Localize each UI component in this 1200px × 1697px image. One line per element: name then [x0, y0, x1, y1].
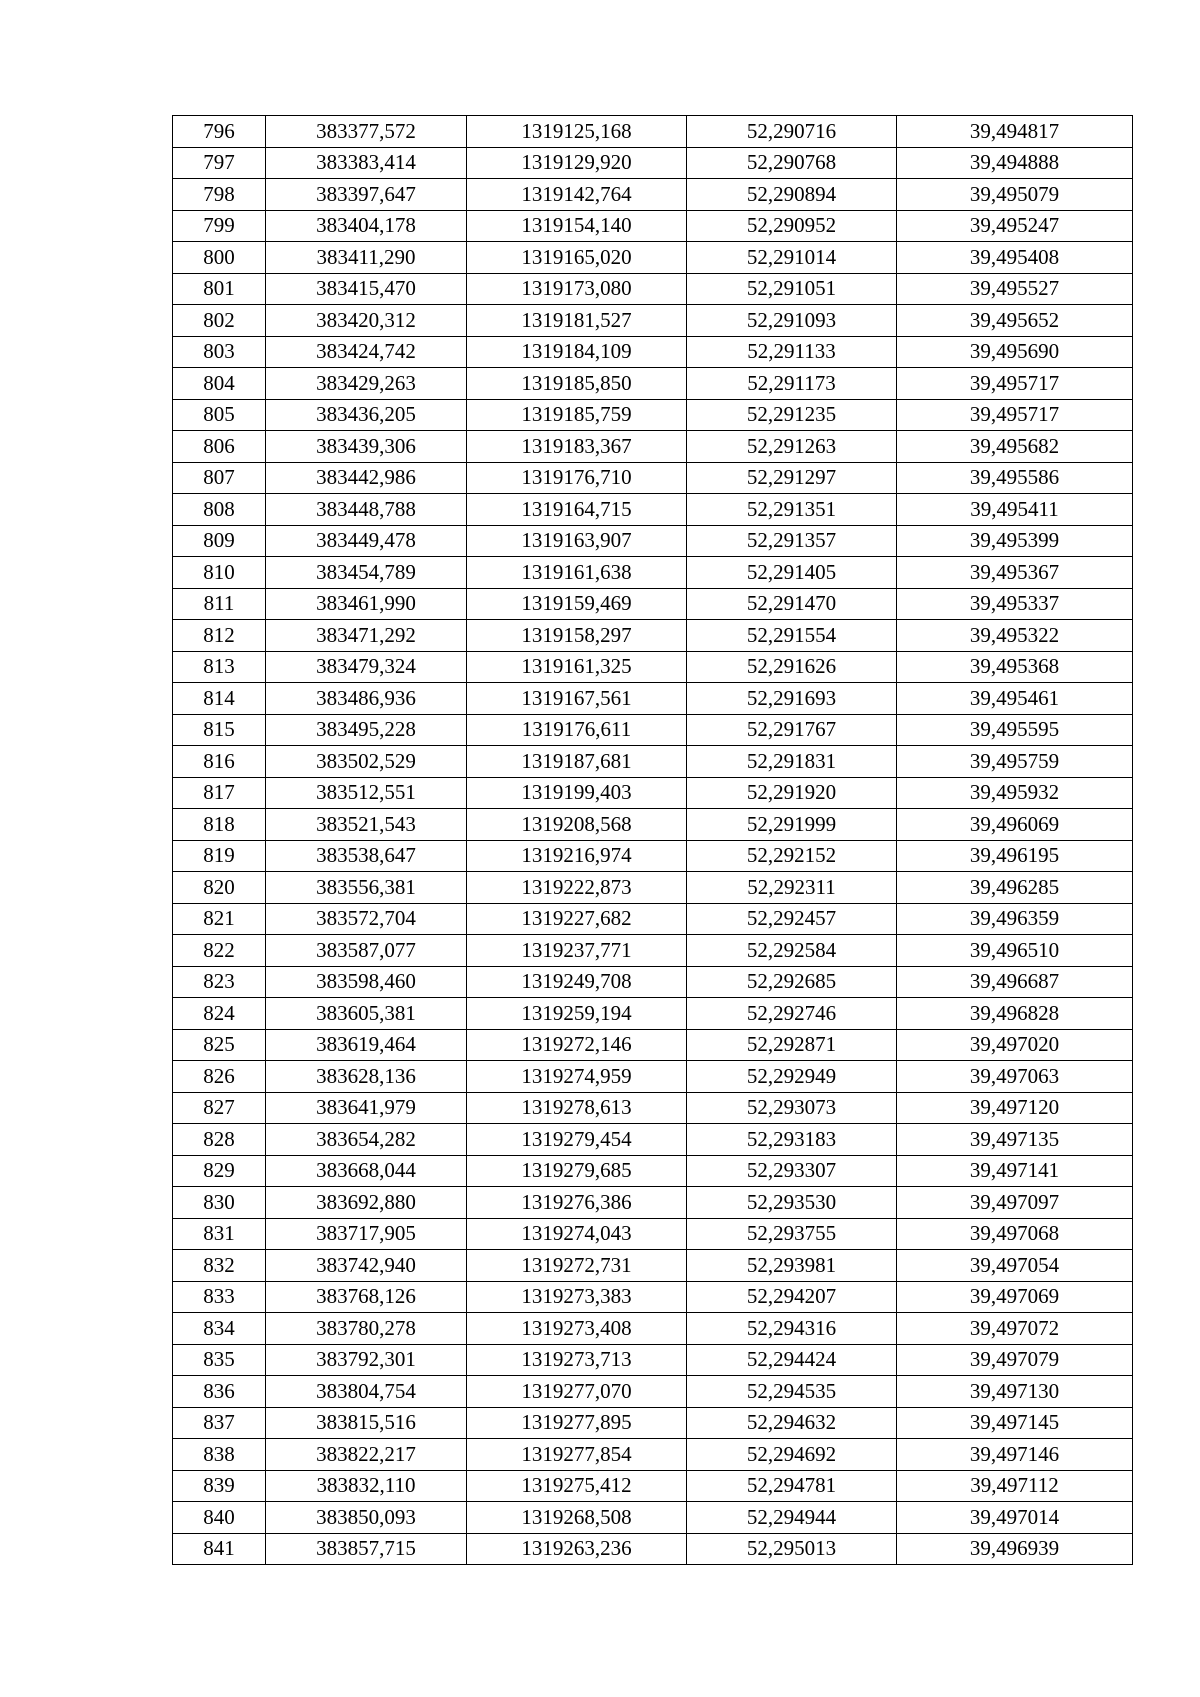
- y-coordinate-cell: 1319161,638: [467, 557, 687, 589]
- point-number-cell: 827: [173, 1092, 266, 1124]
- point-number-cell: 832: [173, 1250, 266, 1282]
- latitude-cell: 52,293073: [687, 1092, 897, 1124]
- longitude-cell: 39,495652: [897, 305, 1133, 337]
- longitude-cell: 39,495682: [897, 431, 1133, 463]
- longitude-cell: 39,496939: [897, 1533, 1133, 1565]
- table-row: [173, 746, 1133, 778]
- x-coordinate-cell: 383502,529: [266, 746, 467, 778]
- y-coordinate-cell: 1319154,140: [467, 210, 687, 242]
- table-row: [173, 1533, 1133, 1565]
- y-coordinate-cell: 1319259,194: [467, 998, 687, 1030]
- y-coordinate-cell: 1319129,920: [467, 147, 687, 179]
- longitude-cell: 39,497146: [897, 1439, 1133, 1471]
- table-row: [173, 1155, 1133, 1187]
- x-coordinate-cell: 383377,572: [266, 116, 467, 148]
- latitude-cell: 52,291357: [687, 525, 897, 557]
- x-coordinate-cell: 383692,880: [266, 1187, 467, 1219]
- x-coordinate-cell: 383628,136: [266, 1061, 467, 1093]
- latitude-cell: 52,294781: [687, 1470, 897, 1502]
- latitude-cell: 52,291263: [687, 431, 897, 463]
- table-row: [173, 840, 1133, 872]
- latitude-cell: 52,292584: [687, 935, 897, 967]
- latitude-cell: 52,291554: [687, 620, 897, 652]
- latitude-cell: 52,291999: [687, 809, 897, 841]
- table-row: [173, 399, 1133, 431]
- longitude-cell: 39,495399: [897, 525, 1133, 557]
- table-row: [173, 620, 1133, 652]
- latitude-cell: 52,292685: [687, 966, 897, 998]
- longitude-cell: 39,495527: [897, 273, 1133, 305]
- table-row: [173, 683, 1133, 715]
- longitude-cell: 39,495932: [897, 777, 1133, 809]
- point-number-cell: 797: [173, 147, 266, 179]
- point-number-cell: 807: [173, 462, 266, 494]
- point-number-cell: 824: [173, 998, 266, 1030]
- longitude-cell: 39,495411: [897, 494, 1133, 526]
- y-coordinate-cell: 1319276,386: [467, 1187, 687, 1219]
- point-number-cell: 818: [173, 809, 266, 841]
- latitude-cell: 52,291920: [687, 777, 897, 809]
- x-coordinate-cell: 383411,290: [266, 242, 467, 274]
- table-row: [173, 714, 1133, 746]
- longitude-cell: 39,495337: [897, 588, 1133, 620]
- point-number-cell: 841: [173, 1533, 266, 1565]
- table-row: [173, 1281, 1133, 1313]
- x-coordinate-cell: 383420,312: [266, 305, 467, 337]
- y-coordinate-cell: 1319272,146: [467, 1029, 687, 1061]
- table-row: [173, 1313, 1133, 1345]
- latitude-cell: 52,293755: [687, 1218, 897, 1250]
- coordinates-table: [172, 115, 1133, 1565]
- point-number-cell: 835: [173, 1344, 266, 1376]
- y-coordinate-cell: 1319263,236: [467, 1533, 687, 1565]
- y-coordinate-cell: 1319176,611: [467, 714, 687, 746]
- y-coordinate-cell: 1319222,873: [467, 872, 687, 904]
- table-row: [173, 431, 1133, 463]
- point-number-cell: 836: [173, 1376, 266, 1408]
- point-number-cell: 808: [173, 494, 266, 526]
- x-coordinate-cell: 383832,110: [266, 1470, 467, 1502]
- latitude-cell: 52,293530: [687, 1187, 897, 1219]
- y-coordinate-cell: 1319274,043: [467, 1218, 687, 1250]
- table-row: [173, 242, 1133, 274]
- table-body: [173, 116, 1133, 1565]
- table-row: [173, 210, 1133, 242]
- table-row: [173, 525, 1133, 557]
- longitude-cell: 39,495368: [897, 651, 1133, 683]
- point-number-cell: 821: [173, 903, 266, 935]
- table-row: [173, 368, 1133, 400]
- table-row: [173, 1124, 1133, 1156]
- longitude-cell: 39,494817: [897, 116, 1133, 148]
- longitude-cell: 39,495367: [897, 557, 1133, 589]
- latitude-cell: 52,290716: [687, 116, 897, 148]
- x-coordinate-cell: 383850,093: [266, 1502, 467, 1534]
- x-coordinate-cell: 383436,205: [266, 399, 467, 431]
- latitude-cell: 52,294944: [687, 1502, 897, 1534]
- point-number-cell: 806: [173, 431, 266, 463]
- point-number-cell: 828: [173, 1124, 266, 1156]
- x-coordinate-cell: 383822,217: [266, 1439, 467, 1471]
- x-coordinate-cell: 383654,282: [266, 1124, 467, 1156]
- y-coordinate-cell: 1319185,850: [467, 368, 687, 400]
- point-number-cell: 811: [173, 588, 266, 620]
- table-row: [173, 305, 1133, 337]
- table-row: [173, 462, 1133, 494]
- y-coordinate-cell: 1319237,771: [467, 935, 687, 967]
- table-row: [173, 336, 1133, 368]
- table-row: [173, 1407, 1133, 1439]
- latitude-cell: 52,292949: [687, 1061, 897, 1093]
- x-coordinate-cell: 383780,278: [266, 1313, 467, 1345]
- longitude-cell: 39,495408: [897, 242, 1133, 274]
- point-number-cell: 826: [173, 1061, 266, 1093]
- table-row: [173, 777, 1133, 809]
- point-number-cell: 812: [173, 620, 266, 652]
- point-number-cell: 817: [173, 777, 266, 809]
- table-row: [173, 147, 1133, 179]
- longitude-cell: 39,495595: [897, 714, 1133, 746]
- y-coordinate-cell: 1319161,325: [467, 651, 687, 683]
- y-coordinate-cell: 1319176,710: [467, 462, 687, 494]
- point-number-cell: 810: [173, 557, 266, 589]
- longitude-cell: 39,497135: [897, 1124, 1133, 1156]
- latitude-cell: 52,293307: [687, 1155, 897, 1187]
- latitude-cell: 52,291093: [687, 305, 897, 337]
- x-coordinate-cell: 383479,324: [266, 651, 467, 683]
- y-coordinate-cell: 1319165,020: [467, 242, 687, 274]
- y-coordinate-cell: 1319216,974: [467, 840, 687, 872]
- y-coordinate-cell: 1319277,895: [467, 1407, 687, 1439]
- x-coordinate-cell: 383742,940: [266, 1250, 467, 1282]
- y-coordinate-cell: 1319277,854: [467, 1439, 687, 1471]
- latitude-cell: 52,294632: [687, 1407, 897, 1439]
- longitude-cell: 39,496285: [897, 872, 1133, 904]
- y-coordinate-cell: 1319208,568: [467, 809, 687, 841]
- x-coordinate-cell: 383383,414: [266, 147, 467, 179]
- point-number-cell: 831: [173, 1218, 266, 1250]
- table-row: [173, 809, 1133, 841]
- x-coordinate-cell: 383454,789: [266, 557, 467, 589]
- point-number-cell: 838: [173, 1439, 266, 1471]
- x-coordinate-cell: 383415,470: [266, 273, 467, 305]
- x-coordinate-cell: 383804,754: [266, 1376, 467, 1408]
- point-number-cell: 796: [173, 116, 266, 148]
- longitude-cell: 39,495461: [897, 683, 1133, 715]
- x-coordinate-cell: 383641,979: [266, 1092, 467, 1124]
- longitude-cell: 39,495759: [897, 746, 1133, 778]
- point-number-cell: 814: [173, 683, 266, 715]
- y-coordinate-cell: 1319125,168: [467, 116, 687, 148]
- point-number-cell: 802: [173, 305, 266, 337]
- table-row: [173, 179, 1133, 211]
- point-number-cell: 816: [173, 746, 266, 778]
- y-coordinate-cell: 1319278,613: [467, 1092, 687, 1124]
- point-number-cell: 801: [173, 273, 266, 305]
- point-number-cell: 813: [173, 651, 266, 683]
- point-number-cell: 820: [173, 872, 266, 904]
- longitude-cell: 39,497054: [897, 1250, 1133, 1282]
- point-number-cell: 839: [173, 1470, 266, 1502]
- latitude-cell: 52,291014: [687, 242, 897, 274]
- point-number-cell: 804: [173, 368, 266, 400]
- latitude-cell: 52,291133: [687, 336, 897, 368]
- latitude-cell: 52,292871: [687, 1029, 897, 1061]
- x-coordinate-cell: 383449,478: [266, 525, 467, 557]
- point-number-cell: 825: [173, 1029, 266, 1061]
- latitude-cell: 52,290952: [687, 210, 897, 242]
- longitude-cell: 39,495586: [897, 462, 1133, 494]
- longitude-cell: 39,497014: [897, 1502, 1133, 1534]
- table-row: [173, 557, 1133, 589]
- x-coordinate-cell: 383556,381: [266, 872, 467, 904]
- x-coordinate-cell: 383461,990: [266, 588, 467, 620]
- table-row: [173, 1502, 1133, 1534]
- table-row: [173, 1061, 1133, 1093]
- x-coordinate-cell: 383429,263: [266, 368, 467, 400]
- y-coordinate-cell: 1319183,367: [467, 431, 687, 463]
- latitude-cell: 52,293981: [687, 1250, 897, 1282]
- table-row: [173, 494, 1133, 526]
- point-number-cell: 822: [173, 935, 266, 967]
- table-row: [173, 1344, 1133, 1376]
- point-number-cell: 829: [173, 1155, 266, 1187]
- y-coordinate-cell: 1319275,412: [467, 1470, 687, 1502]
- x-coordinate-cell: 383404,178: [266, 210, 467, 242]
- x-coordinate-cell: 383448,788: [266, 494, 467, 526]
- x-coordinate-cell: 383587,077: [266, 935, 467, 967]
- latitude-cell: 52,292746: [687, 998, 897, 1030]
- point-number-cell: 823: [173, 966, 266, 998]
- point-number-cell: 834: [173, 1313, 266, 1345]
- latitude-cell: 52,291351: [687, 494, 897, 526]
- table-row: [173, 116, 1133, 148]
- x-coordinate-cell: 383619,464: [266, 1029, 467, 1061]
- y-coordinate-cell: 1319187,681: [467, 746, 687, 778]
- table-row: [173, 1439, 1133, 1471]
- x-coordinate-cell: 383439,306: [266, 431, 467, 463]
- y-coordinate-cell: 1319181,527: [467, 305, 687, 337]
- point-number-cell: 837: [173, 1407, 266, 1439]
- longitude-cell: 39,497079: [897, 1344, 1133, 1376]
- x-coordinate-cell: 383538,647: [266, 840, 467, 872]
- y-coordinate-cell: 1319158,297: [467, 620, 687, 652]
- longitude-cell: 39,496828: [897, 998, 1133, 1030]
- y-coordinate-cell: 1319274,959: [467, 1061, 687, 1093]
- latitude-cell: 52,292457: [687, 903, 897, 935]
- longitude-cell: 39,497112: [897, 1470, 1133, 1502]
- latitude-cell: 52,291831: [687, 746, 897, 778]
- longitude-cell: 39,495322: [897, 620, 1133, 652]
- longitude-cell: 39,496069: [897, 809, 1133, 841]
- latitude-cell: 52,291693: [687, 683, 897, 715]
- point-number-cell: 840: [173, 1502, 266, 1534]
- latitude-cell: 52,291173: [687, 368, 897, 400]
- y-coordinate-cell: 1319199,403: [467, 777, 687, 809]
- point-number-cell: 815: [173, 714, 266, 746]
- longitude-cell: 39,495079: [897, 179, 1133, 211]
- longitude-cell: 39,494888: [897, 147, 1133, 179]
- point-number-cell: 800: [173, 242, 266, 274]
- y-coordinate-cell: 1319273,383: [467, 1281, 687, 1313]
- table-row: [173, 998, 1133, 1030]
- x-coordinate-cell: 383397,647: [266, 179, 467, 211]
- point-number-cell: 833: [173, 1281, 266, 1313]
- y-coordinate-cell: 1319273,713: [467, 1344, 687, 1376]
- longitude-cell: 39,497141: [897, 1155, 1133, 1187]
- table-row: [173, 1250, 1133, 1282]
- y-coordinate-cell: 1319167,561: [467, 683, 687, 715]
- x-coordinate-cell: 383572,704: [266, 903, 467, 935]
- longitude-cell: 39,496359: [897, 903, 1133, 935]
- y-coordinate-cell: 1319173,080: [467, 273, 687, 305]
- latitude-cell: 52,291405: [687, 557, 897, 589]
- longitude-cell: 39,495247: [897, 210, 1133, 242]
- y-coordinate-cell: 1319159,469: [467, 588, 687, 620]
- x-coordinate-cell: 383717,905: [266, 1218, 467, 1250]
- longitude-cell: 39,496510: [897, 935, 1133, 967]
- latitude-cell: 52,295013: [687, 1533, 897, 1565]
- longitude-cell: 39,495690: [897, 336, 1133, 368]
- table-row: [173, 872, 1133, 904]
- point-number-cell: 809: [173, 525, 266, 557]
- y-coordinate-cell: 1319185,759: [467, 399, 687, 431]
- table-row: [173, 1187, 1133, 1219]
- point-number-cell: 819: [173, 840, 266, 872]
- y-coordinate-cell: 1319164,715: [467, 494, 687, 526]
- latitude-cell: 52,294535: [687, 1376, 897, 1408]
- longitude-cell: 39,497145: [897, 1407, 1133, 1439]
- x-coordinate-cell: 383521,543: [266, 809, 467, 841]
- point-number-cell: 799: [173, 210, 266, 242]
- point-number-cell: 798: [173, 179, 266, 211]
- point-number-cell: 803: [173, 336, 266, 368]
- y-coordinate-cell: 1319273,408: [467, 1313, 687, 1345]
- longitude-cell: 39,497072: [897, 1313, 1133, 1345]
- latitude-cell: 52,294424: [687, 1344, 897, 1376]
- latitude-cell: 52,291470: [687, 588, 897, 620]
- y-coordinate-cell: 1319277,070: [467, 1376, 687, 1408]
- x-coordinate-cell: 383598,460: [266, 966, 467, 998]
- x-coordinate-cell: 383605,381: [266, 998, 467, 1030]
- longitude-cell: 39,495717: [897, 399, 1133, 431]
- latitude-cell: 52,291626: [687, 651, 897, 683]
- latitude-cell: 52,294692: [687, 1439, 897, 1471]
- point-number-cell: 830: [173, 1187, 266, 1219]
- table-row: [173, 1376, 1133, 1408]
- latitude-cell: 52,291235: [687, 399, 897, 431]
- y-coordinate-cell: 1319142,764: [467, 179, 687, 211]
- longitude-cell: 39,495717: [897, 368, 1133, 400]
- y-coordinate-cell: 1319249,708: [467, 966, 687, 998]
- table-row: [173, 903, 1133, 935]
- longitude-cell: 39,497020: [897, 1029, 1133, 1061]
- x-coordinate-cell: 383668,044: [266, 1155, 467, 1187]
- x-coordinate-cell: 383471,292: [266, 620, 467, 652]
- longitude-cell: 39,497120: [897, 1092, 1133, 1124]
- y-coordinate-cell: 1319268,508: [467, 1502, 687, 1534]
- latitude-cell: 52,290894: [687, 179, 897, 211]
- latitude-cell: 52,294316: [687, 1313, 897, 1345]
- longitude-cell: 39,497068: [897, 1218, 1133, 1250]
- table-row: [173, 1029, 1133, 1061]
- y-coordinate-cell: 1319163,907: [467, 525, 687, 557]
- longitude-cell: 39,496687: [897, 966, 1133, 998]
- longitude-cell: 39,496195: [897, 840, 1133, 872]
- latitude-cell: 52,291051: [687, 273, 897, 305]
- x-coordinate-cell: 383442,986: [266, 462, 467, 494]
- x-coordinate-cell: 383486,936: [266, 683, 467, 715]
- latitude-cell: 52,293183: [687, 1124, 897, 1156]
- latitude-cell: 52,292152: [687, 840, 897, 872]
- table-row: [173, 1092, 1133, 1124]
- table-row: [173, 651, 1133, 683]
- point-number-cell: 805: [173, 399, 266, 431]
- latitude-cell: 52,291767: [687, 714, 897, 746]
- longitude-cell: 39,497097: [897, 1187, 1133, 1219]
- y-coordinate-cell: 1319227,682: [467, 903, 687, 935]
- latitude-cell: 52,291297: [687, 462, 897, 494]
- y-coordinate-cell: 1319279,454: [467, 1124, 687, 1156]
- y-coordinate-cell: 1319279,685: [467, 1155, 687, 1187]
- y-coordinate-cell: 1319272,731: [467, 1250, 687, 1282]
- longitude-cell: 39,497063: [897, 1061, 1133, 1093]
- table-row: [173, 273, 1133, 305]
- x-coordinate-cell: 383792,301: [266, 1344, 467, 1376]
- latitude-cell: 52,294207: [687, 1281, 897, 1313]
- latitude-cell: 52,290768: [687, 147, 897, 179]
- x-coordinate-cell: 383495,228: [266, 714, 467, 746]
- x-coordinate-cell: 383815,516: [266, 1407, 467, 1439]
- table-row: [173, 1218, 1133, 1250]
- table-row: [173, 1470, 1133, 1502]
- x-coordinate-cell: 383857,715: [266, 1533, 467, 1565]
- latitude-cell: 52,292311: [687, 872, 897, 904]
- x-coordinate-cell: 383512,551: [266, 777, 467, 809]
- y-coordinate-cell: 1319184,109: [467, 336, 687, 368]
- table-row: [173, 966, 1133, 998]
- longitude-cell: 39,497069: [897, 1281, 1133, 1313]
- x-coordinate-cell: 383768,126: [266, 1281, 467, 1313]
- table-row: [173, 935, 1133, 967]
- longitude-cell: 39,497130: [897, 1376, 1133, 1408]
- x-coordinate-cell: 383424,742: [266, 336, 467, 368]
- table-row: [173, 588, 1133, 620]
